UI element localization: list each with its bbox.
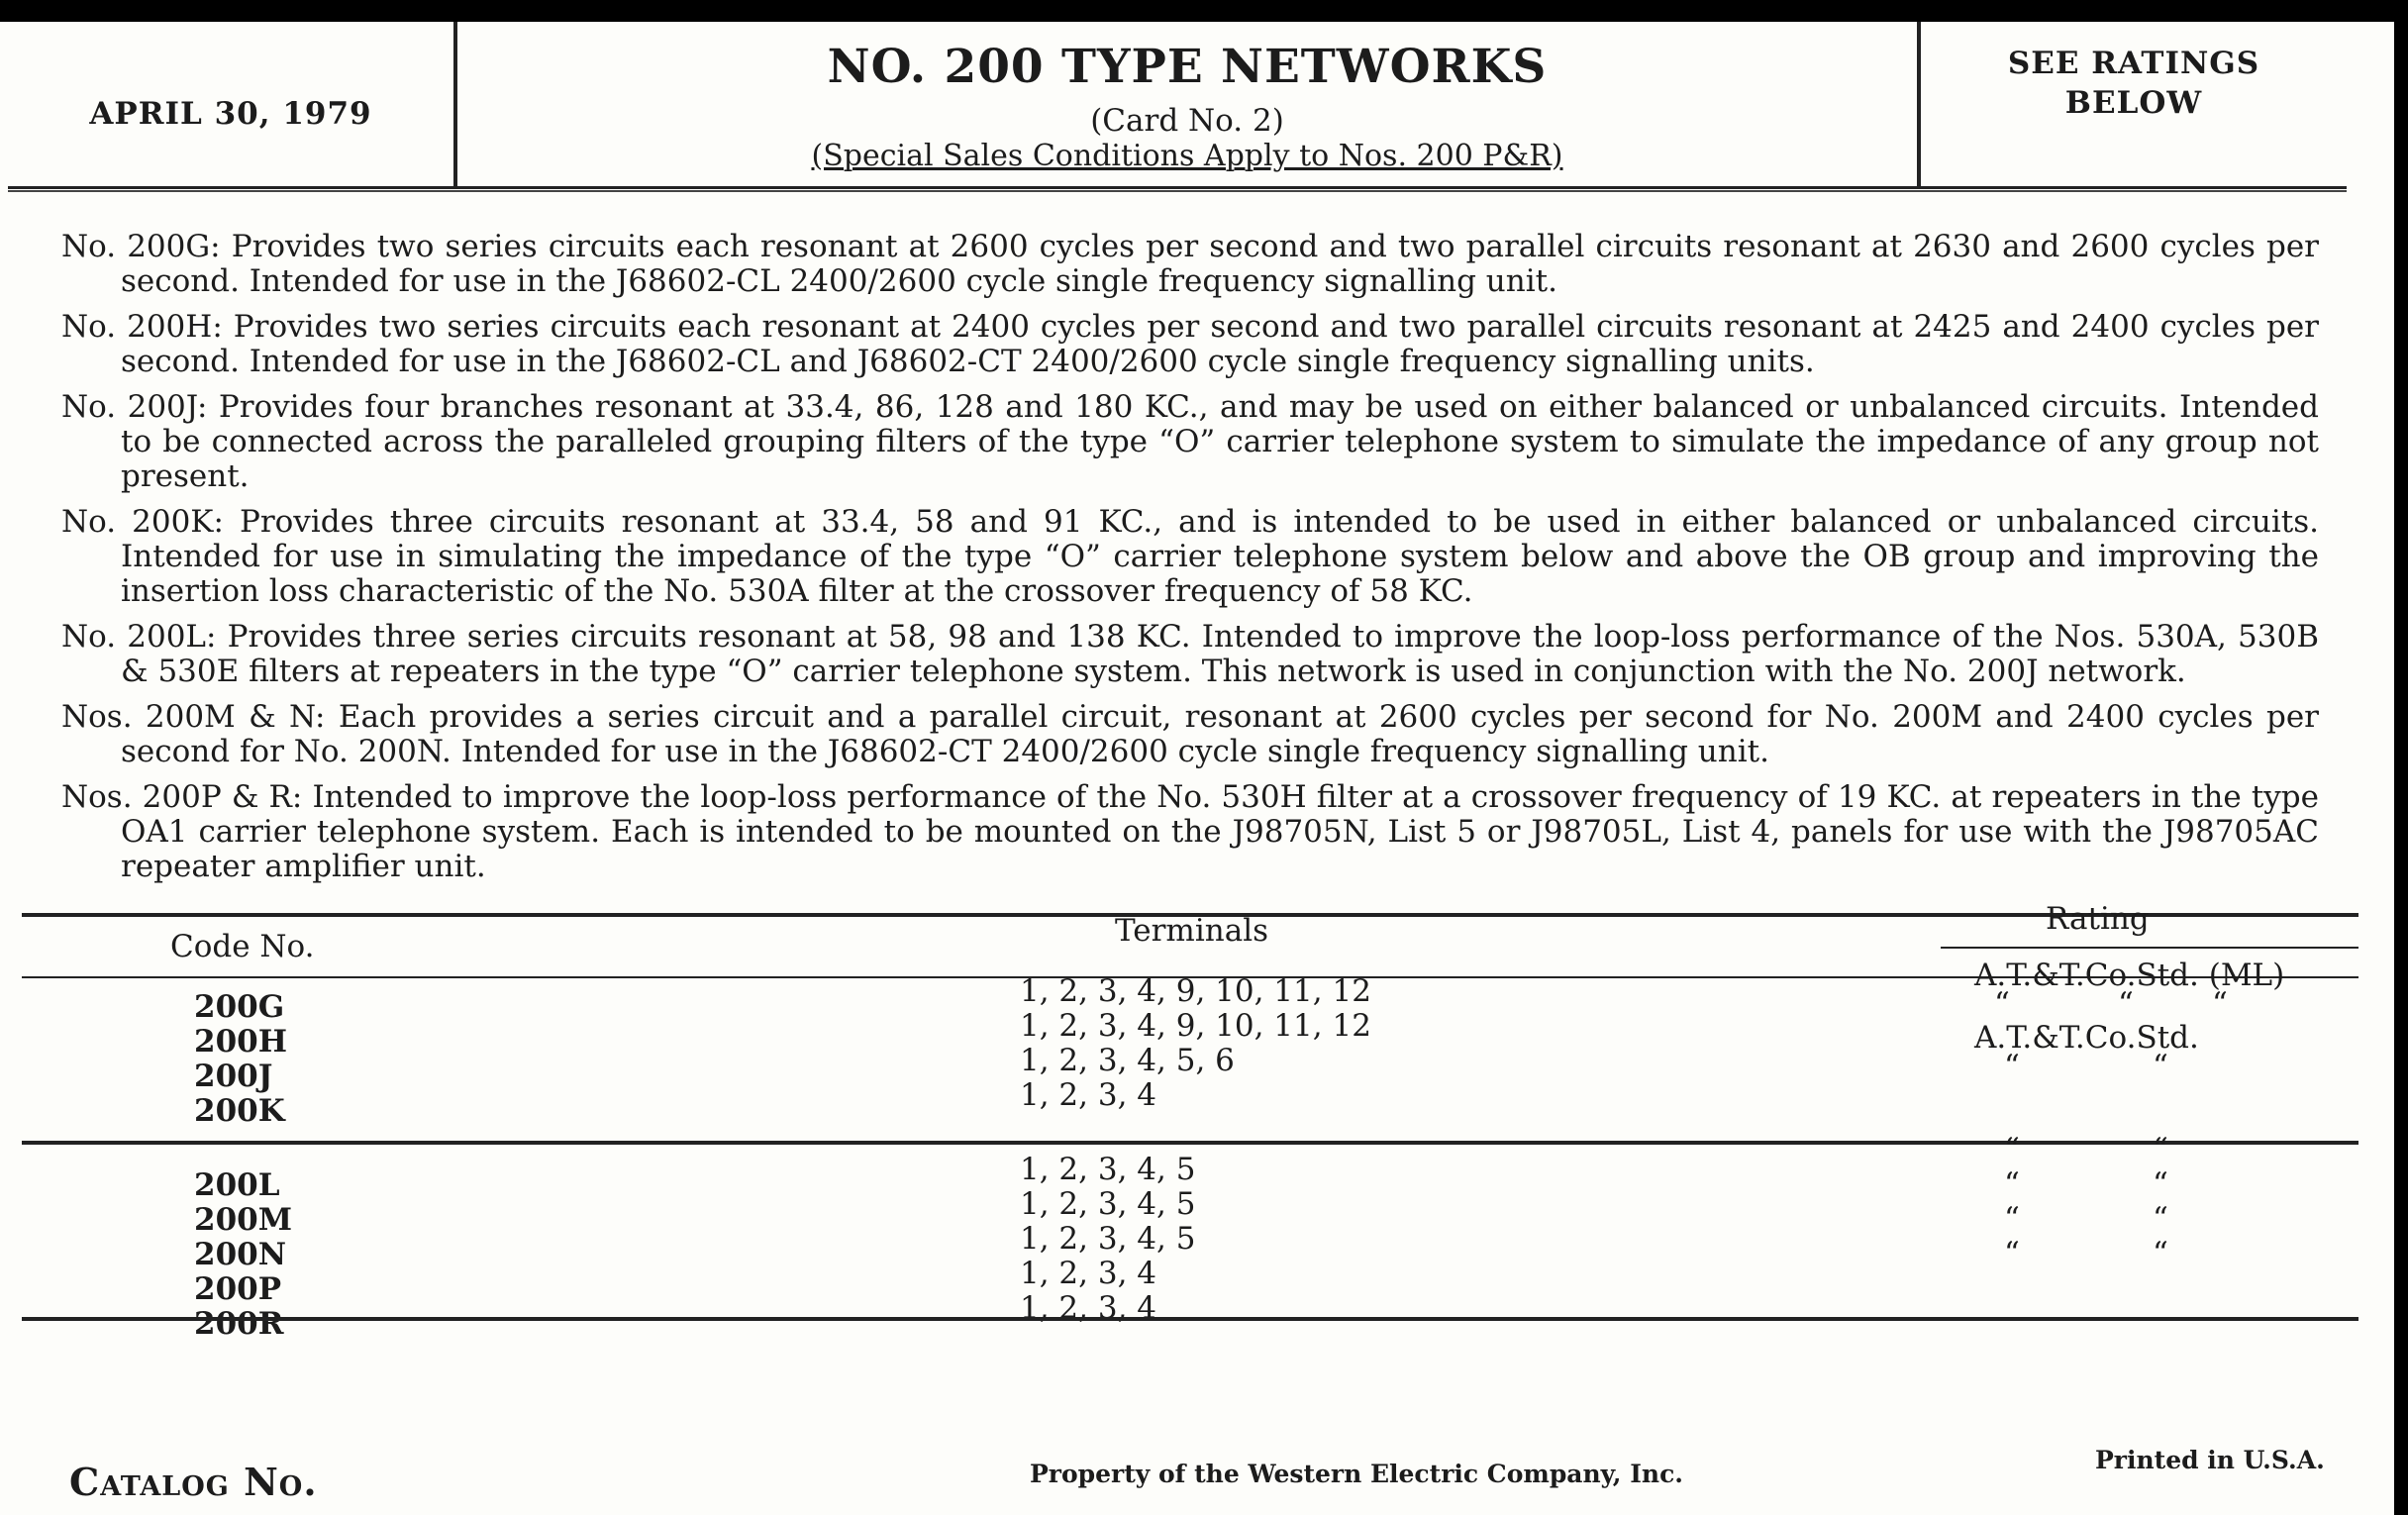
group2-codes — [194, 1168, 292, 1342]
description-code: No. 200J: — [61, 389, 208, 425]
header-date-box — [8, 22, 453, 189]
header-divider — [8, 190, 2347, 192]
catalog-number-label: Catalog No. — [69, 1460, 318, 1504]
code-cell: 200M — [194, 1202, 293, 1238]
rating-ditto-row — [2004, 1133, 2168, 1167]
ditto-mark: “ — [2153, 1236, 2168, 1271]
code-cell: 200G — [194, 989, 285, 1025]
group1-terminals — [1020, 974, 1371, 1113]
rating-ditto-row — [1974, 1049, 2284, 1084]
terminals-cell: 1, 2, 3, 4 — [1020, 1077, 1157, 1113]
description-text: Provides four branches resonant at 33.4, 86, 128 and 180 KC., and may be used on either balanced or unbalanced circuits. Intended to be connected across the paralleled grouping filters of the type “O” carrier telephone system to simulate the impedance of any group not present. — [121, 389, 2319, 494]
group1-codes — [194, 990, 287, 1129]
code-cell: 200P — [194, 1271, 282, 1307]
description-200mn — [61, 700, 2319, 769]
rating-ditto-row — [2004, 1202, 2168, 1237]
code-cell: 200R — [194, 1306, 284, 1342]
terminals-cell: 1, 2, 3, 4 — [1020, 1256, 1157, 1291]
rating-ditto-row — [2004, 1167, 2168, 1202]
description-200l — [61, 620, 2319, 689]
code-cell: 200H — [194, 1024, 287, 1060]
code-cell: 200J — [194, 1059, 273, 1094]
terminals-cell: 1, 2, 3, 4 — [1020, 1290, 1157, 1326]
property-notice: Property of the Western Electric Company, Inc. — [1030, 1460, 1684, 1488]
page-title: NO. 200 TYPE NETWORKS — [827, 40, 1548, 94]
ditto-mark: “ — [2212, 986, 2228, 1022]
ditto-mark: “ — [2004, 1132, 2020, 1167]
rating-ditto-row — [2004, 1237, 2168, 1271]
description-text: Intended to improve the loop-loss performance of the No. 530H filter at a crossover frequency of 19 KC. at repeaters in the type OA1 carrier telephone system. Each is intended to be mounted on the J98705N, List 5 or J98705L, List 4, panels for use with the J98705AC repeater amplifier unit. — [121, 779, 2319, 884]
terminals-cell: 1, 2, 3, 4, 9, 10, 11, 12 — [1020, 1008, 1371, 1044]
ditto-mark: “ — [2153, 1049, 2168, 1084]
ditto-mark: “ — [2118, 986, 2134, 1022]
terminals-cell: 1, 2, 3, 4, 5, 6 — [1020, 1043, 1235, 1078]
ditto-mark: “ — [2004, 1201, 2020, 1237]
description-code: No. 200G: — [61, 229, 221, 264]
terminals-cell: 1, 2, 3, 4, 9, 10, 11, 12 — [1020, 973, 1371, 1009]
ratings-note — [1921, 44, 2347, 123]
description-200h — [61, 310, 2319, 379]
card-date: APRIL 30, 1979 — [89, 96, 372, 132]
description-text: Provides three circuits resonant at 33.4, 58 and 91 KC., and is intended to be used in either balanced or unbalanced circuits. Intended for use in simulating the impedance of the type “O” carrier telephone system below and above the OB group and improving the insertion loss characteristic of the No. 530A filter at the crossover frequency of 58 KC. — [121, 504, 2319, 609]
group2-terminals — [1020, 1153, 1195, 1326]
column-header-code: Code No. — [170, 929, 315, 964]
ditto-mark: “ — [2004, 1049, 2020, 1084]
description-text: Provides three series circuits resonant at 58, 98 and 138 KC. Intended to improve the loop-loss performance of the Nos. 530A, 530B & 530E filters at repeaters in the type “O” carrier telephone system. This network is used in conjunction with the No. 200J network. — [121, 619, 2320, 689]
ditto-mark: “ — [2004, 1236, 2020, 1271]
description-code: Nos. 200M & N: — [61, 699, 326, 735]
header-title-box — [453, 22, 1921, 189]
terminals-cell: 1, 2, 3, 4, 5 — [1020, 1152, 1196, 1187]
description-text: Provides two series circuits each resonant at 2600 cycles per second and two parallel circuits resonant at 2630 and 2600 cycles per second. Intended for use in the J68602-CL 2400/2600 cycle single frequency signalling unit. — [121, 229, 2320, 299]
ditto-mark: “ — [2153, 1166, 2168, 1202]
catalog-card — [0, 22, 2394, 1515]
code-cell: 200K — [194, 1093, 285, 1129]
rating-header-rule — [1941, 947, 2358, 949]
ditto-mark: “ — [1994, 986, 2010, 1022]
ditto-mark: “ — [2153, 1201, 2168, 1237]
description-code: No. 200H: — [61, 309, 223, 345]
rating-ditto-row — [1974, 986, 2284, 1022]
card-number: (Card No. 2) — [1090, 103, 1284, 139]
description-text: Provides two series circuits each resonant at 2400 cycles per second and two parallel circuits resonant at 2425 and 2400 cycles per second. Intended for use in the J68602-CL and J68602-CT 2400/2600 cycle single frequency signalling units. — [121, 309, 2319, 379]
network-descriptions — [61, 230, 2319, 895]
description-200k — [61, 505, 2319, 609]
ratings-line-2: BELOW — [2064, 85, 2203, 121]
group2-ratings — [1974, 1133, 2168, 1271]
description-200pr — [61, 780, 2319, 884]
ditto-mark: “ — [2153, 1132, 2168, 1167]
column-header-terminals: Terminals — [1115, 913, 1269, 949]
code-cell: 200L — [194, 1167, 280, 1203]
sales-note: (Special Sales Conditions Apply to Nos. 200 P&R) — [811, 139, 1563, 173]
terminals-cell: 1, 2, 3, 4, 5 — [1020, 1221, 1196, 1257]
table-bottom-rule — [22, 1317, 2358, 1321]
column-header-rating: Rating — [2046, 901, 2150, 937]
rating-cell: A.T.&T.Co.Std. — [1974, 1020, 2199, 1056]
ditto-mark: “ — [2004, 1166, 2020, 1202]
group1-ratings — [1974, 958, 2285, 1084]
rating-cell: A.T.&T.Co.Std. (ML) — [1974, 958, 2285, 993]
description-200g — [61, 230, 2319, 299]
header-rating-box — [1921, 22, 2347, 189]
printed-notice: Printed in U.S.A. — [2095, 1446, 2325, 1474]
description-code: Nos. 200P & R: — [61, 779, 303, 815]
description-code: No. 200K: — [61, 504, 224, 540]
ratings-line-1: SEE RATINGS — [2007, 46, 2260, 81]
description-text: Each provides a series circuit and a parallel circuit, resonant at 2600 cycles per second for No. 200M and 2400 cycles per second for No. 200N. Intended for use in the J68602-CT 2400/2600 cycle single frequency signalling unit. — [121, 699, 2319, 769]
code-cell: 200N — [194, 1237, 287, 1272]
description-200j — [61, 390, 2319, 494]
description-code: No. 200L: — [61, 619, 217, 655]
terminals-cell: 1, 2, 3, 4, 5 — [1020, 1186, 1196, 1222]
